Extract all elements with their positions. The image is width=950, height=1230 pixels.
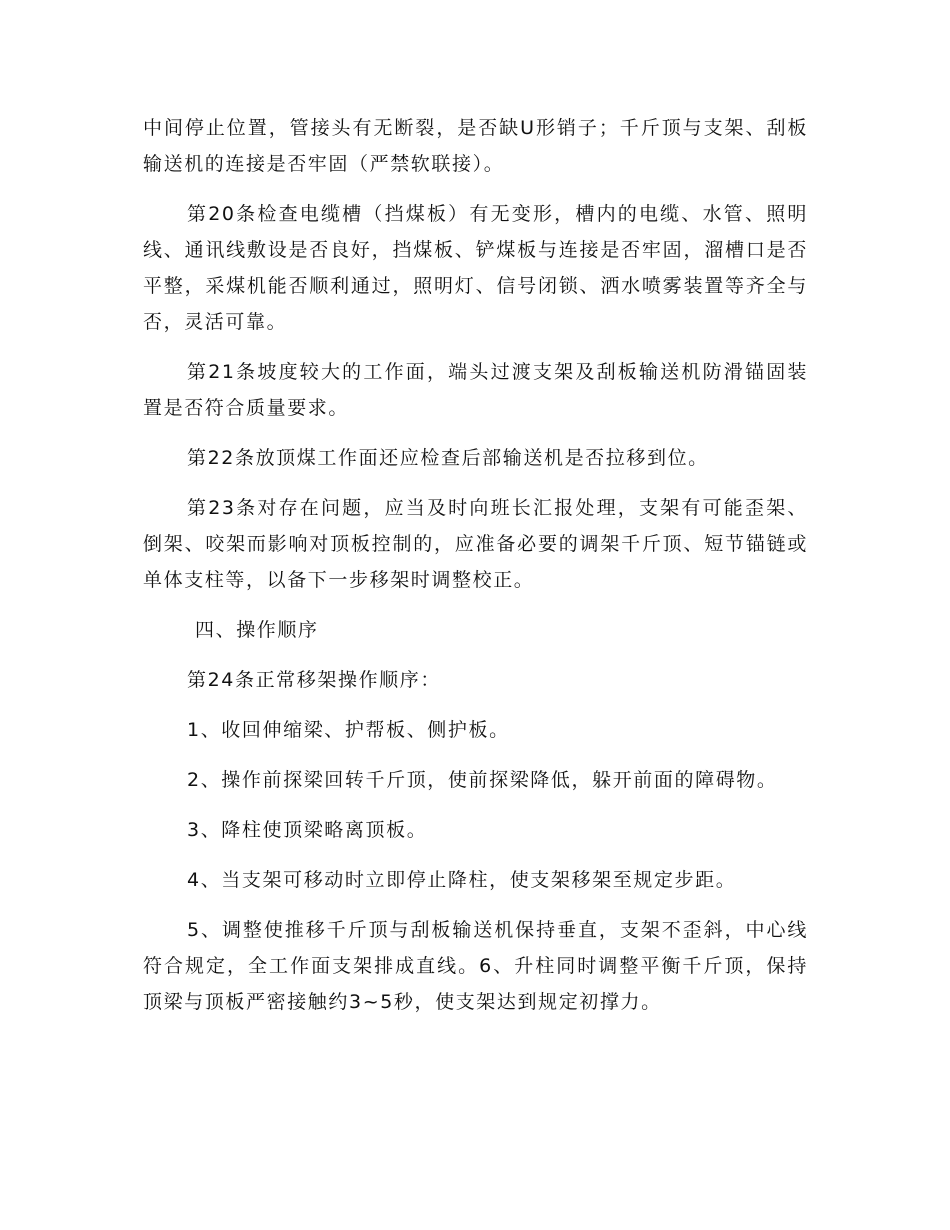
list-item-5-6: 5、调整使推移千斤顶与刮板输送机保持垂直，支架不歪斜，中心线符合规定，全工作面支架排成直线。6、升柱同时调整平衡千斤顶，保持顶梁与顶板严密接触约3~5秒，使支架达到规定初撑力。 <box>143 919 808 1013</box>
document-body <box>143 110 808 1034</box>
list-item-1: 1、收回伸缩梁、护帮板、侧护板。 <box>187 719 510 741</box>
paragraph-continuation: 中间停止位置，管接头有无断裂，是否缺U形销子；千斤顶与支架、刮板输送机的连接是否牢固（严禁软联接）。 <box>143 117 808 175</box>
paragraph-article-24: 第24条正常移架操作顺序： <box>187 669 441 691</box>
list-item-3: 3、降柱使顶梁略离顶板。 <box>187 819 428 841</box>
paragraph-article-22: 第22条放顶煤工作面还应检查后部输送机是否拉移到位。 <box>187 447 709 469</box>
paragraph-article-23: 第23条对存在问题，应当及时向班长汇报处理，支架有可能歪架、倒架、咬架而影响对顶板控制的，应准备必要的调架千斤顶、短节锚链或单体支柱等，以备下一步移架时调整校正。 <box>143 497 808 591</box>
paragraph-article-20: 第20条检查电缆槽（挡煤板）有无变形，槽内的电缆、水管、照明线、通讯线敷设是否良好，挡煤板、铲煤板与连接是否牢固，溜槽口是否平整，采煤机能否顺利通过，照明灯、信号闭锁、洒水喷雾装置等齐全与否，灵活可靠。 <box>143 203 808 333</box>
paragraph-article-21: 第21条坡度较大的工作面，端头过渡支架及刮板输送机防滑锚固装置是否符合质量要求。 <box>143 361 808 419</box>
section-heading: 四、操作顺序 <box>195 619 319 641</box>
list-item-4: 4、当支架可移动时立即停止降柱，使支架移架至规定步距。 <box>187 869 737 891</box>
list-item-2: 2、操作前探梁回转千斤顶，使前探梁降低，躲开前面的障碍物。 <box>187 769 778 791</box>
